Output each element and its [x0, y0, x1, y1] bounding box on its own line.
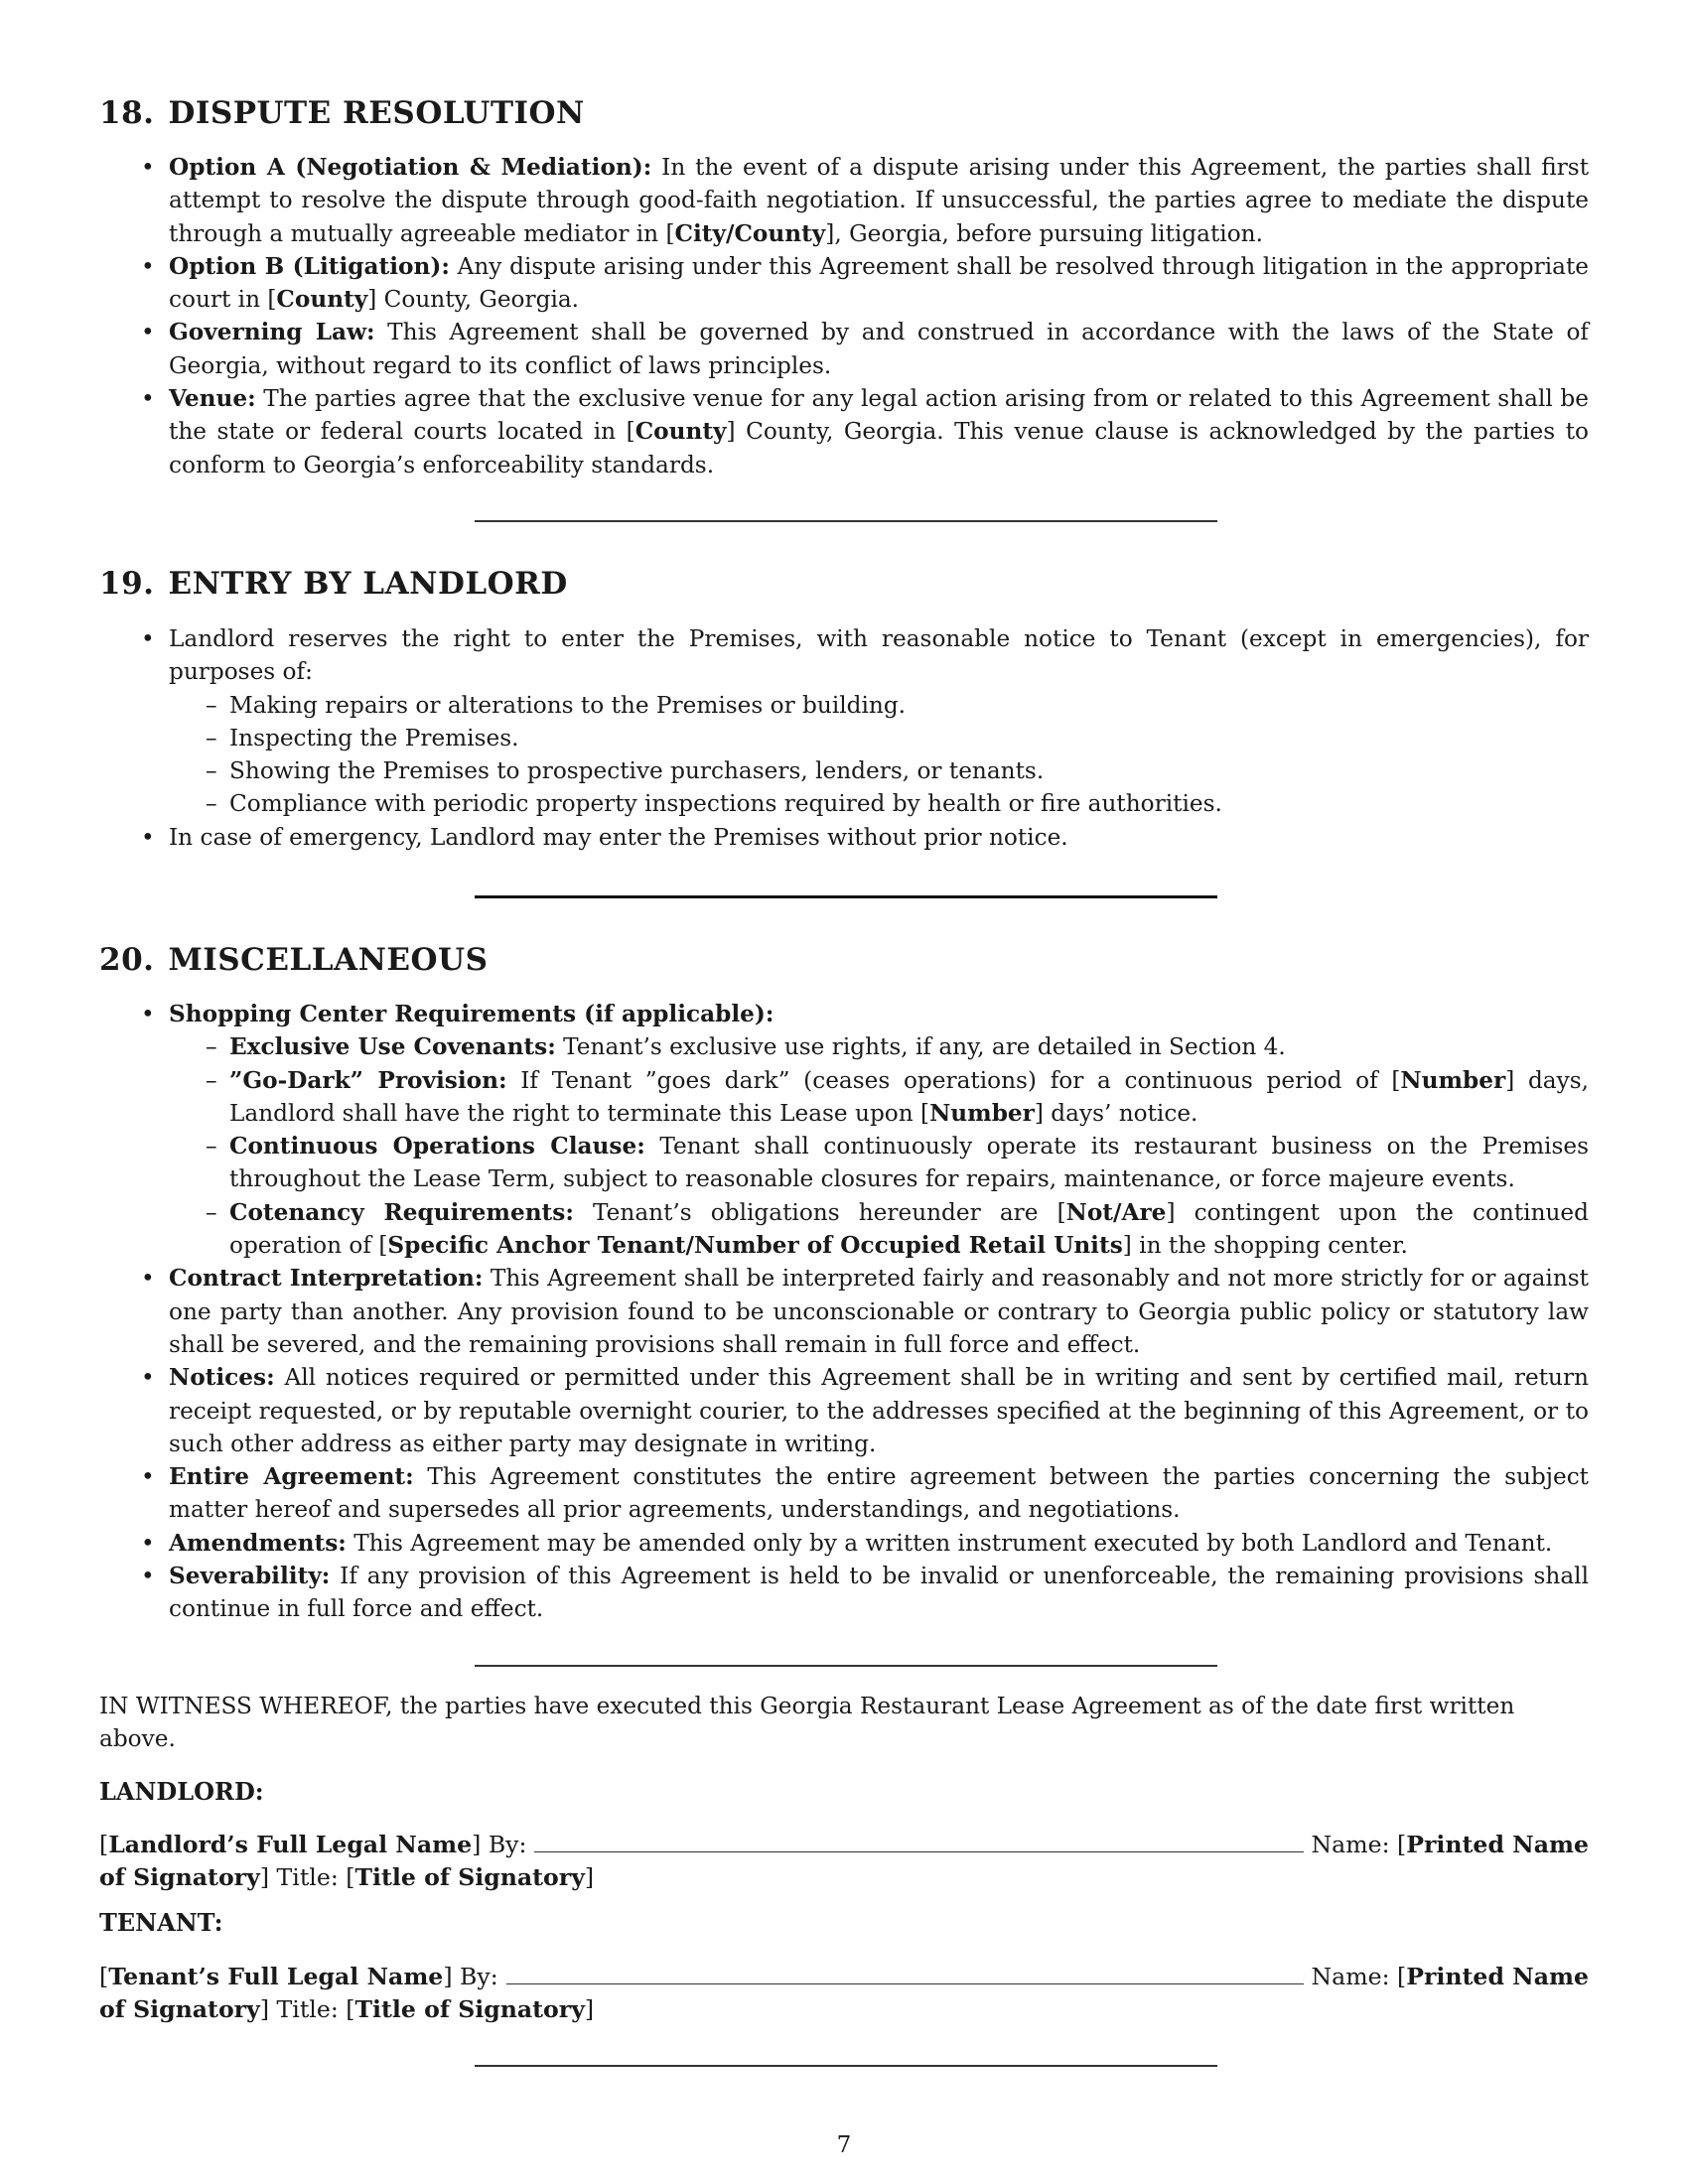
- item-label: Entire Agreement:: [169, 1463, 414, 1491]
- list-item: • In case of emergency, Landlord may enter the Premises without prior notice.: [99, 821, 1589, 854]
- dispute-list: [99, 151, 1589, 481]
- title-placeholder: Title of Signatory: [354, 1863, 585, 1892]
- bracket: [: [346, 1995, 355, 2024]
- item-text: This Agreement shall be governed by and construed in accordance with the laws of the State of Georgia, without regard to its conflict of laws principles.: [169, 319, 1589, 379]
- printed-name-placeholder-cont: of Signatory: [99, 1995, 260, 2024]
- section-18-body: [99, 151, 1589, 481]
- sub-list-item: – Inspecting the Premises.: [169, 722, 1589, 754]
- page-number: 7: [836, 2132, 852, 2158]
- item-text: ] contingent upon the continued operation of [: [229, 1198, 1589, 1260]
- list-item: [99, 382, 1589, 481]
- landlord-heading: LANDLORD:: [99, 1777, 264, 1806]
- placeholder-field: Specific Anchor Tenant/Number of Occupied Retail Units: [387, 1232, 1123, 1260]
- item-text: This Agreement shall be interpreted fairly and reasonably and not more strictly for or against one party than another. Any provision found to be unconscionable or contrary to Georgia public policy or statutory law shall be severed, and the remaining provisions shall remain in full force and effect.: [169, 1265, 1589, 1358]
- placeholder-field: Not/Are: [1065, 1198, 1167, 1226]
- placeholder-field: County: [276, 286, 368, 314]
- landlord-signature-line[interactable]: [534, 1830, 1303, 1852]
- bracket: ]: [443, 1963, 453, 1990]
- tenant-signature-line[interactable]: [506, 1962, 1304, 1984]
- misc-list: [99, 998, 1589, 1626]
- item-label: Contract Interpretation:: [169, 1265, 484, 1293]
- placeholder-field: Number: [1400, 1066, 1506, 1094]
- section-20-heading: [99, 942, 488, 978]
- list-item: [99, 1560, 1589, 1626]
- item-label: Option A (Negotiation & Mediation):: [169, 154, 652, 181]
- item-label: Notices:: [169, 1364, 275, 1392]
- item-label: Exclusive Use Covenants:: [229, 1033, 556, 1061]
- item-text: ] in the shopping center.: [1122, 1232, 1408, 1260]
- section-title: DISPUTE RESOLUTION: [168, 95, 585, 131]
- section-19-heading: [99, 566, 568, 602]
- bracket: [: [1397, 1831, 1407, 1858]
- purposes-list: [169, 689, 1589, 821]
- title-label: Title:: [276, 1995, 339, 2024]
- item-text: If any provision of this Agreement is held to be invalid or unenforceable, the remaining provisions shall continue in full force and effect.: [169, 1563, 1589, 1623]
- by-label: By:: [460, 1963, 498, 1990]
- sub-list-item: – Making repairs or alterations to the Premises or building.: [169, 689, 1589, 722]
- witness-clause: IN WITNESS WHEREOF, the parties have executed this Georgia Restaurant Lease Agreement as of the date first written above.: [99, 1693, 1515, 1753]
- bracket: ]: [584, 1995, 595, 2024]
- name-label: Name:: [1311, 1831, 1390, 1858]
- title-label: Title:: [276, 1863, 339, 1892]
- list-item: [99, 1460, 1589, 1527]
- list-item: [99, 316, 1589, 382]
- sub-list-item: [169, 1130, 1589, 1196]
- item-text: ] County, Georgia. This venue clause is acknowledged by the parties to conform to Georgia’s enforceability standards.: [169, 418, 1589, 478]
- sub-list-item: [169, 1030, 1589, 1063]
- placeholder-field: County: [634, 418, 727, 446]
- section-divider: [475, 1665, 1217, 1667]
- section-title: MISCELLANEOUS: [168, 942, 489, 978]
- landlord-signature-block: [99, 1829, 1589, 1895]
- item-text: In the event of a dispute arising under this Agreement, the parties shall first attempt to resolve the dispute through good-faith negotiation. If unsuccessful, the parties agree to mediate the dispute through a mutually agreeable mediator in [: [169, 154, 1590, 247]
- item-text: ] days, Landlord shall have the right to terminate this Lease upon [: [229, 1066, 1589, 1127]
- printed-name-placeholder: Printed Name: [1406, 1831, 1589, 1858]
- name-label: Name:: [1311, 1963, 1390, 1990]
- section-18-heading: [99, 95, 585, 131]
- section-title: ENTRY BY LANDLORD: [168, 566, 568, 602]
- section-divider: [475, 2065, 1217, 2067]
- item-text: ], Georgia, before pursuing litigation.: [825, 219, 1263, 247]
- item-text: The parties agree that the exclusive venue for any legal action arising from or related to this Agreement shall be the state or federal courts located in [: [169, 385, 1589, 446]
- list-item: [99, 998, 1589, 1262]
- document-page: [99, 0, 1589, 2184]
- item-text: This Agreement may be amended only by a written instrument executed by both Landlord and Tenant.: [346, 1529, 1553, 1557]
- entry-list: [99, 622, 1589, 854]
- list-item: [99, 1361, 1589, 1460]
- printed-name-placeholder: Printed Name: [1406, 1963, 1589, 1990]
- bracket: ]: [259, 1995, 270, 2024]
- item-text: Tenant’s exclusive use rights, if any, are detailed in Section 4.: [555, 1033, 1286, 1061]
- item-text: Tenant shall continuously operate its restaurant business on the Premises throughout the Lease Term, subject to reasonable closures for repairs, maintenance, or force majeure events.: [229, 1133, 1589, 1193]
- item-text: This Agreement constitutes the entire agreement between the parties concerning the subject matter hereof and supersedes all prior agreements, understandings, and negotiations.: [169, 1463, 1589, 1524]
- item-text: Landlord reserves the right to enter the Premises, with reasonable notice to Tenant (except in emergencies), for purposes of:: [169, 625, 1589, 686]
- item-label: Option B (Litigation):: [169, 252, 450, 280]
- section-20-body: [99, 998, 1589, 1626]
- by-label: By:: [488, 1831, 527, 1858]
- bracket: ]: [584, 1863, 595, 1892]
- shopping-center-list: [169, 1030, 1589, 1262]
- printed-name-placeholder-cont: of Signatory: [99, 1863, 260, 1892]
- bracket: [: [346, 1863, 355, 1892]
- bracket: ]: [472, 1831, 482, 1858]
- item-text: ] County, Georgia.: [367, 286, 580, 314]
- item-label: Continuous Operations Clause:: [229, 1133, 645, 1160]
- sub-list-item: – Showing the Premises to prospective purchasers, lenders, or tenants.: [169, 754, 1589, 787]
- item-label: Amendments:: [169, 1529, 347, 1557]
- section-number: 18.: [99, 95, 155, 131]
- sub-list-item: – Compliance with periodic property inspections required by health or fire authorities.: [169, 787, 1589, 820]
- bracket: ]: [259, 1863, 270, 1892]
- tenant-legal-name: Tenant’s Full Legal Name: [108, 1963, 444, 1990]
- tenant-signature-block: [99, 1961, 1589, 2027]
- item-label: Governing Law:: [169, 319, 375, 346]
- list-item: [99, 1262, 1589, 1361]
- list-item: [99, 250, 1589, 317]
- list-item: [99, 622, 1589, 821]
- item-label: Shopping Center Requirements (if applicable):: [169, 1001, 774, 1027]
- item-text: All notices required or permitted under this Agreement shall be in writing and sent by certified mail, return receipt requested, or by reputable overnight courier, to the addresses specified at the beginning of this Agreement, or to such other address as either party may designate in writing.: [169, 1364, 1589, 1457]
- item-text: Any dispute arising under this Agreement shall be resolved through litigation in the appropriate court in [: [169, 252, 1589, 314]
- item-label: Venue:: [169, 385, 256, 413]
- bracket: [: [99, 1831, 109, 1858]
- item-text: Tenant’s obligations hereunder are [: [573, 1198, 1066, 1226]
- list-item: [99, 151, 1589, 250]
- section-number: 19.: [99, 566, 155, 602]
- item-text: ] days’ notice.: [1034, 1099, 1198, 1127]
- sub-list-item: [169, 1064, 1589, 1131]
- placeholder-field: City/County: [674, 219, 826, 247]
- item-text: If Tenant ”goes dark” (ceases operations) for a continuous period of [: [506, 1066, 1401, 1094]
- item-label: Severability:: [169, 1563, 331, 1590]
- sub-list-item: [169, 1196, 1589, 1263]
- placeholder-field: Number: [929, 1099, 1035, 1127]
- bracket: [: [1397, 1963, 1407, 1990]
- section-19-body: [99, 622, 1589, 854]
- section-divider: [475, 520, 1217, 522]
- list-item: [99, 1527, 1589, 1560]
- bracket: [: [99, 1963, 109, 1990]
- tenant-heading: TENANT:: [99, 1908, 223, 1937]
- title-placeholder: Title of Signatory: [354, 1995, 585, 2024]
- item-label: ”Go-Dark” Provision:: [229, 1066, 507, 1094]
- item-label: Cotenancy Requirements:: [229, 1198, 574, 1226]
- section-number: 20.: [99, 942, 155, 978]
- section-divider: [475, 895, 1217, 898]
- landlord-legal-name: Landlord’s Full Legal Name: [108, 1831, 473, 1858]
